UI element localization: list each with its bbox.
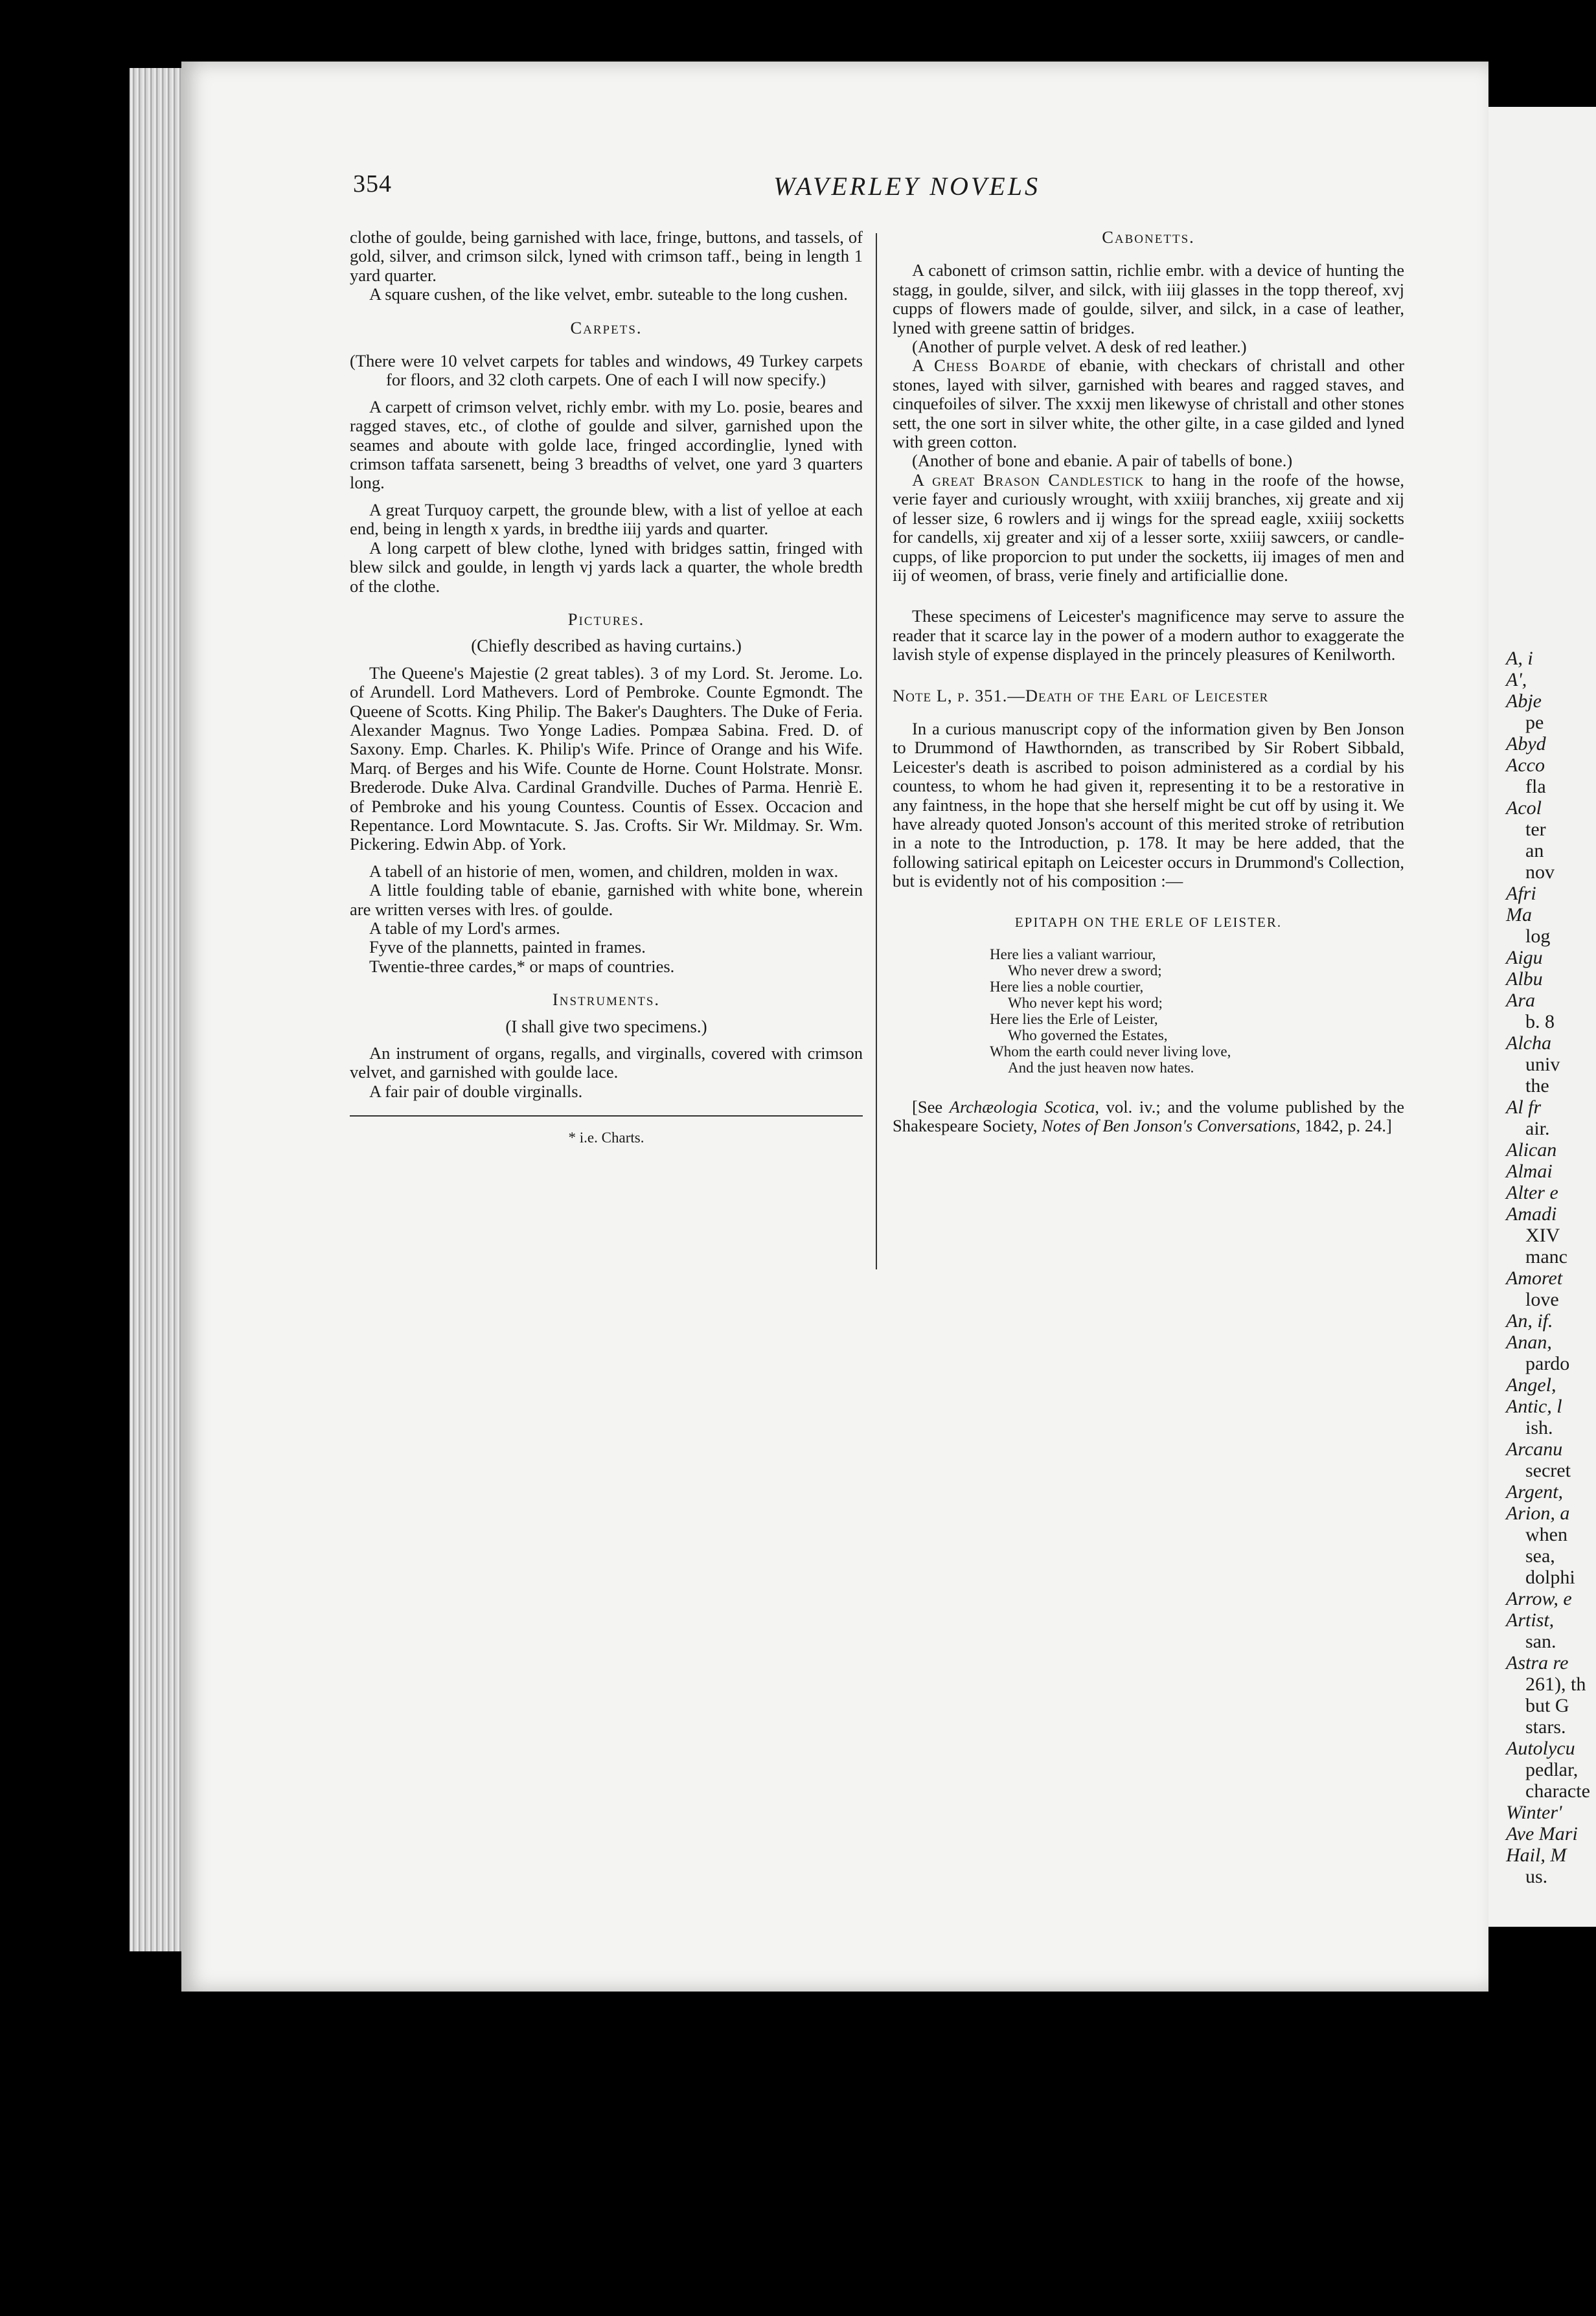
facing-page-glossary: [1506, 648, 1596, 1887]
section-heading-instruments: Instruments.: [552, 990, 661, 1010]
glossary-fragment-line: 261), th: [1525, 1674, 1586, 1695]
source-text: , 1842, p. 24.]: [1295, 1116, 1392, 1136]
paragraph: [893, 356, 1404, 451]
paragraph: (Another of purple velvet. A desk of red leather.): [912, 337, 1247, 357]
glossary-fragment-line: Alican: [1506, 1139, 1557, 1161]
glossary-fragment-line: b. 8: [1525, 1011, 1555, 1032]
glossary-fragment-line: A',: [1506, 669, 1527, 690]
paragraph: clothe of goulde, being garnished with lace, fringe, buttons, and tassels, of gold, silver, and crimson silck, lyned with crimson taff., being in length 1 yard quarter.: [350, 227, 863, 285]
glossary-fragment-line: Almai: [1506, 1161, 1553, 1182]
verse-line: Here lies the Erle of Leister,: [990, 1011, 1158, 1027]
glossary-fragment-line: ish.: [1525, 1417, 1553, 1438]
section-heading-cabonetts: Cabonetts.: [1102, 227, 1195, 247]
glossary-fragment-line: Arrow, e: [1506, 1588, 1572, 1609]
glossary-fragment-line: log: [1525, 925, 1551, 947]
glossary-fragment-line: Antic, l: [1506, 1396, 1562, 1417]
item-description: to hang in the roofe of the howse, verie fayer and curiously wrought, with xxiiij branches, xij greate and xij of lesser size, 6 rowlers and ij wings for the spread eagle, xxiiij socketts for candells, xij greater and xij of a lesser sorte, xxiiij sawcers, or candle-cupps, of like proporcion to put under the socketts, iij images of men and iij of weomen, of brass, verie finely and artificiallie done.: [893, 470, 1404, 585]
paragraph: An instrument of organs, regalls, and virginalls, covered with crimson velvet, and garnished with goulde lace.: [350, 1043, 863, 1082]
paragraph: Twentie-three cardes,* or maps of countries.: [369, 956, 675, 976]
glossary-fragment-line: Ma: [1506, 904, 1532, 925]
glossary-fragment-line: the: [1525, 1075, 1549, 1096]
glossary-fragment-line: Amoret: [1506, 1267, 1563, 1289]
glossary-fragment-line: Arcanu: [1506, 1438, 1563, 1460]
verse-line: Who never kept his word;: [1008, 995, 1163, 1011]
glossary-fragment-line: but G: [1525, 1695, 1569, 1716]
verse-line: And the just heaven now hates.: [1008, 1060, 1194, 1076]
glossary-fragment-line: Artist,: [1506, 1609, 1555, 1631]
glossary-fragment-line: Winter': [1506, 1802, 1562, 1823]
glossary-fragment-line: Hail, M: [1506, 1845, 1567, 1866]
epitaph-verse: [893, 946, 1404, 1076]
paragraph: A tabell of an historie of men, women, and children, molden in wax.: [369, 861, 839, 881]
glossary-fragment-line: sea,: [1525, 1545, 1555, 1567]
paragraph: A great Turquoy carpett, the grounde blew, with a list of yelloe at each end, being in length x yards, in bredthe iiij yards and quarter.: [350, 499, 863, 539]
glossary-fragment-line: us.: [1525, 1866, 1548, 1887]
glossary-fragment-line: Angel,: [1506, 1374, 1556, 1396]
column-divider: [876, 233, 877, 1269]
glossary-fragment-line: dolphi: [1525, 1567, 1575, 1588]
glossary-fragment-line: air.: [1525, 1118, 1550, 1139]
glossary-fragment-line: Abje: [1506, 690, 1542, 712]
glossary-fragment-line: A, i: [1506, 648, 1533, 669]
source-title: Notes of Ben Jonson's Conversations: [1042, 1116, 1296, 1136]
paragraph: A long carpett of blew clothe, lyned with bridges sattin, fringed with blew silck and goulde, in length vj yards lack a quarter, the whole bredth of the clothe.: [350, 538, 863, 596]
glossary-fragment-line: univ: [1525, 1054, 1560, 1075]
source-title: Archæologia Scotica: [949, 1097, 1095, 1117]
epitaph-title: EPITAPH ON THE ERLE OF LEISTER.: [1014, 914, 1282, 930]
glossary-fragment-line: Alter e: [1506, 1182, 1558, 1203]
glossary-fragment-line: when: [1525, 1524, 1568, 1545]
paragraph: A square cushen, of the like velvet, embr. suteable to the long cushen.: [369, 284, 848, 304]
paragraph: A table of my Lord's armes.: [369, 918, 560, 938]
right-column: [893, 228, 1404, 1136]
glossary-fragment-line: Albu: [1506, 968, 1543, 990]
section-heading-pictures: Pictures.: [567, 609, 645, 629]
glossary-fragment-line: Argent,: [1506, 1481, 1564, 1503]
item-description: of ebanie, with checkars of christall and other stones, layed with silver, garnished with beares and ragged staves, and cinquefoiles of silver. The xxxij men likewyse of christall and other stones sett, the one sort in silver white, the other gilte, in a case gilded and lyned with green cotton.: [893, 356, 1404, 452]
running-head: WAVERLEY NOVELS: [773, 172, 1040, 201]
paragraph: A cabonett of crimson sattin, richlie embr. with a device of hunting the stagg, in goulde, silver, and silck, with iiij glasses in the topp thereof, xvj cupps of flowers made of goulde, silver, and silck, in a case of leather, lyned with greene sattin of bridges.: [893, 260, 1404, 337]
paragraph: A little foulding table of ebanie, garnished with white bone, wherein are written verses with lres. of goulde.: [350, 880, 863, 919]
left-column: [350, 228, 863, 1148]
glossary-fragment-line: Alcha: [1506, 1032, 1551, 1054]
glossary-fragment-line: fla: [1525, 776, 1546, 797]
glossary-fragment-line: pe: [1525, 712, 1544, 733]
glossary-fragment-line: secret: [1525, 1460, 1571, 1481]
glossary-fragment-line: Abyd: [1506, 733, 1546, 755]
page-number: 354: [353, 170, 392, 198]
glossary-fragment-line: Amadi: [1506, 1203, 1557, 1225]
paragraph: A carpett of crimson velvet, richly embr. with my Lo. posie, beares and ragged staves, etc., of clothe of goulde and silver, garnished upon the seames and aboute with golde lace, fringed accordinglie, lyned with crimson taffata sarsenett, being 3 breadths of velvet, one yard 3 quarters long.: [350, 396, 863, 493]
section-subheading: (Chiefly described as having curtains.): [471, 636, 742, 656]
glossary-fragment-line: Astra re: [1506, 1652, 1569, 1674]
section-subheading: (I shall give two specimens.): [505, 1016, 707, 1036]
paragraph: [893, 471, 1404, 585]
paragraph: A fair pair of double virginalls.: [369, 1081, 583, 1101]
source-text: , vol. iv.; and the volume published by the Shakespeare Society,: [893, 1097, 1404, 1136]
glossary-fragment-line: Al fr: [1506, 1096, 1542, 1118]
item-name: A great Brason Candlestick: [912, 470, 1145, 490]
glossary-fragment-line: Ave Mari: [1506, 1823, 1578, 1845]
glossary-fragment-line: characte: [1525, 1780, 1590, 1802]
glossary-fragment-line: nov: [1525, 861, 1555, 883]
paragraph: In a curious manuscript copy of the information given by Ben Jonson to Drummond of Hawthornden, as transcribed by Sir Robert Sibbald, Leicester's death is ascribed to poison administered as a cordial by his countess, to whom he had given it, representing it to be a restorative in any faintness, in the hope that she herself might be cut off by using it. We have already quoted Jonson's account of this merited stroke of retribution in a note to the Introduction, p. 178. It may be here added, that the following satirical epitaph on Leicester occurs in Drummond's Collection, but is evidently not of his composition :—: [893, 718, 1404, 891]
glossary-fragment-line: An, if.: [1506, 1310, 1553, 1332]
verse-line: Here lies a noble courtier,: [990, 979, 1144, 995]
verse-line: Who governed the Estates,: [1008, 1027, 1168, 1043]
source-text: [See: [912, 1097, 950, 1117]
glossary-fragment-line: Arion, a: [1506, 1503, 1570, 1524]
footnote: * i.e. Charts.: [568, 1130, 644, 1146]
paragraph: These specimens of Leicester's magnificence may serve to assure the reader that it scarce lay in the power of a modern author to exaggerate the lavish style of expense displayed in the princely pleasures of Kenilworth.: [893, 606, 1404, 664]
glossary-fragment-line: Afri: [1506, 883, 1536, 904]
item-name: A Chess Boarde: [912, 356, 1047, 376]
glossary-fragment-line: Aigu: [1506, 947, 1543, 968]
glossary-fragment-line: an: [1525, 840, 1544, 861]
glossary-fragment-line: san.: [1525, 1631, 1556, 1652]
glossary-fragment-line: XIV: [1525, 1225, 1560, 1246]
paragraph: The Queene's Majestie (2 great tables). 3 of my Lord. St. Jerome. Lo. of Arundell. Lord Mathevers. Lord of Pembroke. Counte Egmondt. The Queene of Scotts. King Philip. The Baker's Daughters. The Duke of Feria. Alexander Magnus. Two Yonge Ladies. Pompæa Sabina. Fred. D. of Saxony. Emp. Charles. K. Philip's Wife. Prince of Orange and his Wife. Marq. of Berges and his Wife. Counte de Horne. Count Holstrate. Monsr. Brederode. Duke Alva. Cardinal Grandville. Duches of Parma. Henriè E. of Pembroke and his young Countess. Countis of Essex. Occacion and Repentance. Lord Mowntacute. S. Jas. Crofts. Sir Wr. Mildmay. Sr. Wm. Pickering. Edwin Abp. of York.: [350, 663, 863, 854]
glossary-fragment-line: Autolycu: [1506, 1738, 1575, 1759]
glossary-fragment-line: pedlar,: [1525, 1759, 1579, 1780]
glossary-fragment-line: Acol: [1506, 797, 1542, 819]
note-heading: Note L, p. 351.—Death of the Earl of Leicester: [893, 685, 1269, 705]
paragraph: Fyve of the plannetts, painted in frames.: [369, 937, 646, 957]
paragraph: (Another of bone and ebanie. A pair of tabells of bone.): [912, 451, 1293, 471]
footnote-rule: [350, 1115, 863, 1117]
source-note: [893, 1098, 1404, 1136]
glossary-fragment-line: Acco: [1506, 755, 1545, 776]
glossary-fragment-line: stars.: [1525, 1716, 1566, 1738]
verse-line: Here lies a valiant warriour,: [990, 946, 1156, 962]
glossary-fragment-line: pardo: [1525, 1353, 1570, 1374]
verse-line: Whom the earth could never living love,: [990, 1043, 1231, 1060]
glossary-fragment-line: Anan,: [1506, 1332, 1552, 1353]
glossary-fragment-line: ter: [1525, 819, 1546, 840]
paragraph: (There were 10 velvet carpets for tables and windows, 49 Turkey carpets for floors, and 32 cloth carpets. One of each I will now specify.): [350, 351, 863, 390]
section-heading-carpets: Carpets.: [570, 317, 643, 337]
glossary-fragment-line: Ara: [1506, 990, 1535, 1011]
glossary-fragment-line: manc: [1525, 1246, 1568, 1267]
verse-line: Who never drew a sword;: [1008, 962, 1162, 979]
glossary-fragment-line: love: [1525, 1289, 1559, 1310]
